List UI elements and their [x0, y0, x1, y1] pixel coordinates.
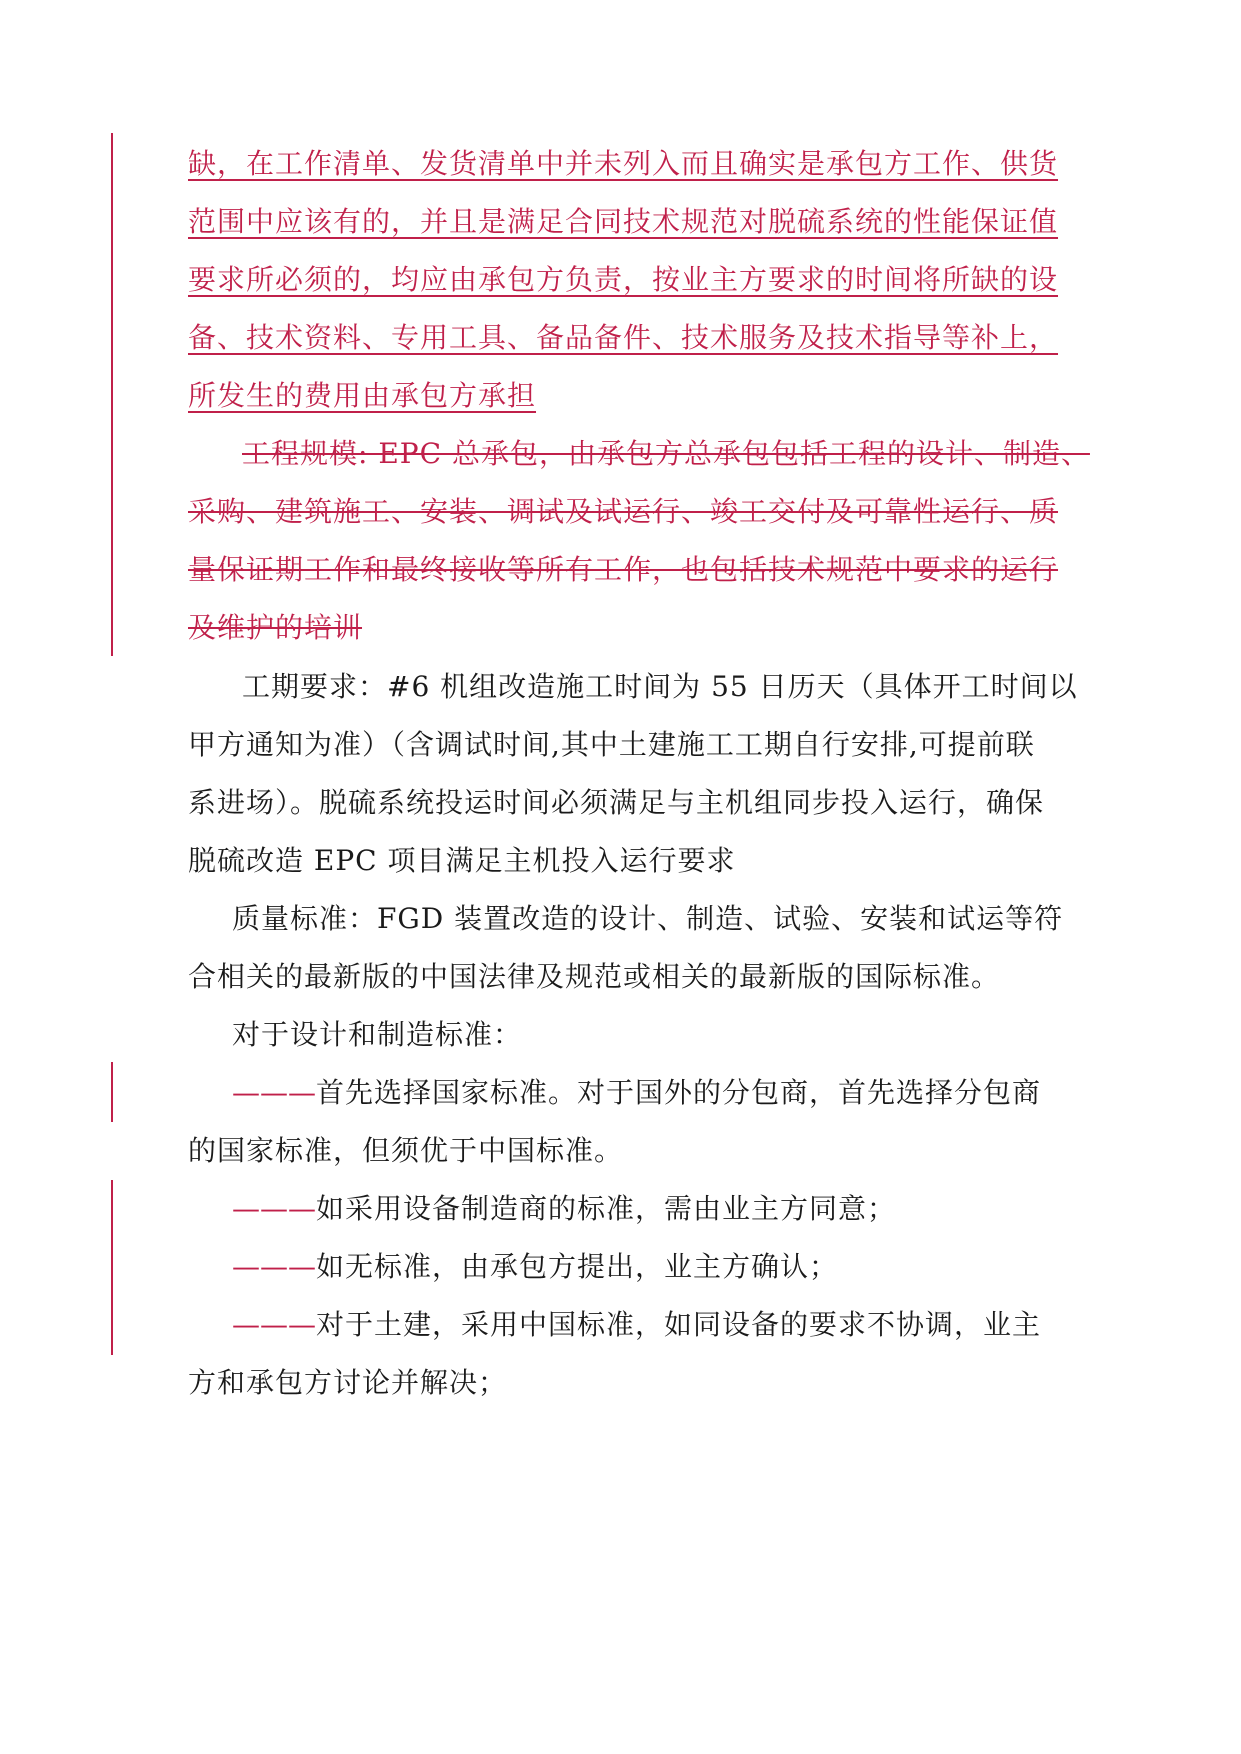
schedule-line: 甲方通知为准）（含调试时间,其中土建施工工期自行安排,可提前联 [188, 728, 1035, 761]
list-item-continuation: 方和承包方讨论并解决； [188, 1366, 508, 1399]
design-standard-intro: 对于设计和制造标准： [232, 1018, 523, 1051]
quality-line: 质量标准：FGD 装置改造的设计、制造、试验、安装和试运等符 [232, 902, 1064, 935]
inserted-text-line: 所发生的费用由承包方承担 [188, 379, 537, 412]
inserted-text-line: 缺，在工作清单、发货清单中并未列入而且确实是承包方工作、供货 [188, 147, 1059, 180]
change-bar [111, 133, 113, 656]
change-bar [111, 1180, 113, 1355]
schedule-line: 系进场）。脱硫系统投运时间必须满足与主机组同步投入运行，确保 [188, 786, 1045, 819]
quality-line: 合相关的最新版的中国法律及规范或相关的最新版的国际标准。 [188, 960, 1001, 993]
list-item-text: 首先选择国家标准。对于国外的分包商，首先选择分包商 [316, 1076, 1042, 1109]
deleted-text-line: 采购、建筑施工、安装、调试及试运行、竣工交付及可靠性运行、质 [188, 495, 1059, 528]
deleted-text-line: 量保证期工作和最终接收等所有工作，也包括技术规范中要求的运行 [188, 553, 1059, 586]
list-item-text: 对于土建，采用中国标准，如同设备的要求不协调，业主 [316, 1308, 1042, 1341]
list-item-text: 如采用设备制造商的标准，需由业主方同意； [316, 1192, 897, 1225]
deleted-text-line: 及维护的培训 [188, 611, 363, 644]
inserted-text-line: 要求所必须的，均应由承包方负责，按业主方要求的时间将所缺的设 [188, 263, 1059, 296]
revision-dash: ——— [232, 1250, 316, 1283]
inserted-text-line: 范围中应该有的，并且是满足合同技术规范对脱硫系统的性能保证值 [188, 205, 1059, 238]
list-item [232, 1247, 1112, 1287]
schedule-line: 脱硫改造 EPC 项目满足主机投入运行要求 [188, 844, 736, 877]
list-item [232, 1073, 1112, 1113]
list-item-text: 如无标准，由承包方提出，业主方确认； [316, 1250, 839, 1283]
revision-dash: ——— [232, 1076, 316, 1109]
list-item-continuation: 的国家标准，但须优于中国标准。 [188, 1134, 624, 1167]
list-item [232, 1305, 1112, 1345]
schedule-line: 工期要求：#6 机组改造施工时间为 55 日历天（具体开工时间以 [242, 670, 1078, 703]
deleted-text-line: 工程规模: EPC 总承包，由承包方总承包包括工程的设计、制造、 [242, 437, 1090, 470]
revision-dash: ——— [232, 1308, 316, 1341]
revision-dash: ——— [232, 1192, 316, 1225]
inserted-text-line: 备、技术资料、专用工具、备品备件、技术服务及技术指导等补上， [188, 321, 1059, 354]
list-item [232, 1189, 1112, 1229]
change-bar [111, 1062, 113, 1122]
